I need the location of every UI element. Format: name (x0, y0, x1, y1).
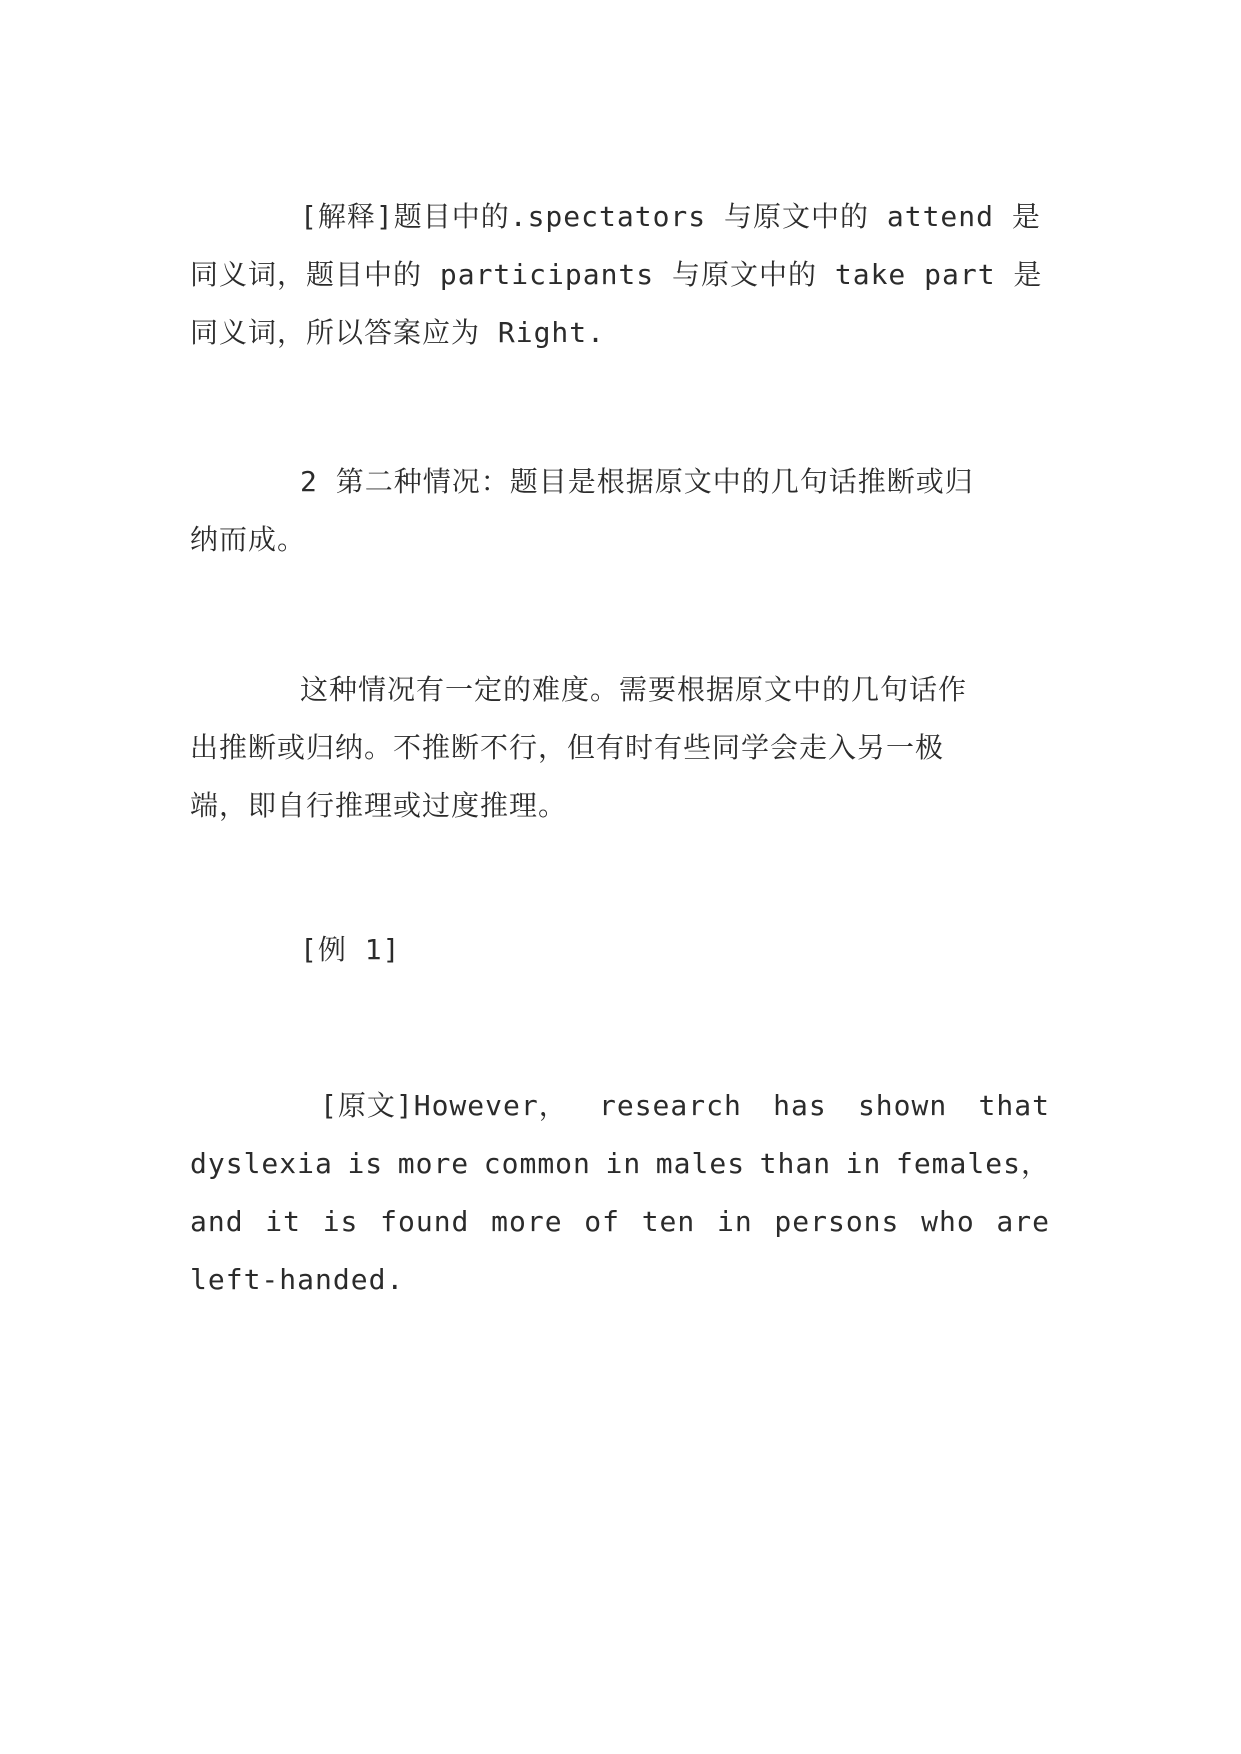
word: [原文]However， (320, 1089, 568, 1122)
word: more (491, 1205, 563, 1238)
text-line: 同义词，所以答案应为 Right. (190, 316, 606, 349)
word: ten (641, 1205, 696, 1238)
word: females， (895, 1147, 1050, 1180)
justified-line (190, 1077, 1050, 1135)
text-line: 纳而成。 (190, 523, 307, 556)
word: dyslexia (190, 1147, 333, 1180)
word: is (347, 1147, 384, 1180)
word: that (978, 1089, 1050, 1122)
word: and (190, 1205, 244, 1238)
paragraph-case-two (190, 453, 1050, 569)
word: of (584, 1205, 620, 1238)
example-label: [例 1] (300, 933, 401, 966)
word: in (716, 1205, 753, 1238)
text-line: 这种情况有一定的难度。需要根据原文中的几句话作 (300, 673, 968, 706)
word: common (483, 1147, 591, 1180)
word: are (996, 1205, 1050, 1238)
word: in (845, 1147, 882, 1180)
word: persons (774, 1205, 900, 1238)
text-line: 端，即自行推理或过度推理。 (190, 789, 568, 822)
paragraph-difficulty (190, 661, 1050, 835)
word: than (759, 1147, 832, 1180)
justified-line (190, 1135, 1050, 1193)
word: found (380, 1205, 470, 1238)
text-line: left-handed. (190, 1263, 405, 1296)
paragraph-example-label (190, 921, 1050, 979)
word: shown (857, 1089, 948, 1122)
text-line: 同义词，题目中的 participants 与原文中的 take part 是 (190, 258, 1043, 291)
word: in (605, 1147, 642, 1180)
justified-line (190, 1193, 1050, 1251)
word: who (921, 1205, 975, 1238)
word: research (598, 1089, 742, 1122)
text-line: [解释]题目中的.spectators 与原文中的 attend 是 (300, 200, 1041, 233)
paragraph-original-text (190, 1077, 1050, 1309)
paragraph-explanation (190, 188, 1050, 362)
word: more (397, 1147, 470, 1180)
word: males (655, 1147, 746, 1180)
text-line: 出推断或归纳。不推断不行，但有时有些同学会走入另一极 (190, 731, 945, 764)
word: it (265, 1205, 301, 1238)
word: is (322, 1205, 359, 1238)
text-line: 2 第二种情况：题目是根据原文中的几句话推断或归 (300, 465, 974, 498)
word: has (773, 1089, 827, 1122)
